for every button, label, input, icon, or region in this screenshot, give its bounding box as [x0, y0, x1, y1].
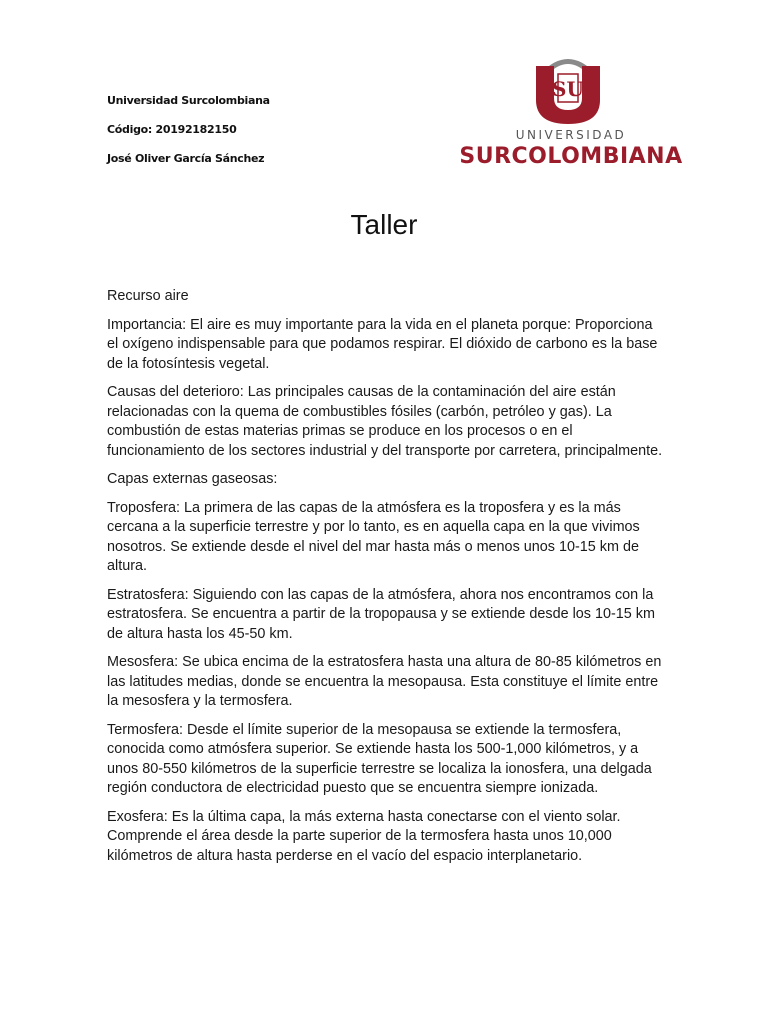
student-code: Código: 20192182150: [107, 123, 237, 136]
logo-surcolombiana-text: SURCOLOMBIANA: [459, 144, 683, 169]
university-name: Universidad Surcolombiana: [107, 94, 270, 107]
logo-mark-letters: SU: [552, 77, 584, 101]
paragraph-importancia: Importancia: El aire es muy importante para la vida en el planeta porque: Proporciona el oxígeno indispensable para que podamos respirar. El dióxido de carbono es la base de la fotosíntesis vegetal.: [107, 316, 658, 372]
paragraph-termosfera: Termosfera: Desde el límite superior de la mesopausa se extiende la termosfera, conocida como atmósfera superior. Se extiende hasta los 500-1,000 kilómetros, y a unos 80-550 kilómetros de la superficie terrestre se localiza la ionosfera, una delgada región conductora de electricidad puesto que se encuentra siempre ionizada.: [107, 721, 652, 796]
logo-universidad-text: UNIVERSIDAD: [515, 128, 627, 142]
paragraph-estratosfera: Estratosfera: Siguiendo con las capas de la atmósfera, ahora nos encontramos con la estratosfera. Se encuentra a partir de la tropopausa y se extiende desde los 10-15 km de altura hasta los 45-50 km.: [107, 586, 655, 642]
student-name: José Oliver García Sánchez: [107, 152, 265, 165]
paragraph-mesosfera: Mesosfera: Se ubica encima de la estratosfera hasta una altura de 80-85 kilómetros en las latitudes medias, donde se encuentra la mesopausa. Esta constituye el límite entre la mesosfera y la termosfera.: [107, 654, 662, 709]
paragraph-troposfera: Troposfera: La primera de las capas de la atmósfera es la troposfera y es la más cercana a la superficie terrestre y por lo tanto, es en aquella capa en la que vivimos nosotros. Se extiende desde el nivel del mar hasta más o menos unos 10-15 km de altura.: [107, 499, 640, 574]
header-info: [107, 93, 270, 180]
paragraph-exosfera: Exosfera: Es la última capa, la más externa hasta conectarse con el viento solar. Comprende el área desde la parte superior de la termosfera hasta unos 10,000 kilómetros de altura hasta perderse en el vacío del espacio interplanetario.: [107, 808, 621, 864]
document-body: [107, 287, 663, 875]
page-title: Taller: [350, 209, 418, 240]
university-logo: [440, 50, 702, 170]
paragraph-recurso: Recurso aire: [107, 288, 189, 304]
paragraph-capas: Capas externas gaseosas:: [107, 471, 278, 487]
paragraph-causas: Causas del deterioro: Las principales causas de la contaminación del aire están relacionadas con la quema de combustibles fósiles (carbón, petróleo y gas). La combustión de estas materias primas se produce en los procesos o en el funcionamiento de los sectores industrial y del transporte por carretera, principalmente.: [107, 384, 663, 459]
university-shield-icon: [530, 50, 606, 126]
